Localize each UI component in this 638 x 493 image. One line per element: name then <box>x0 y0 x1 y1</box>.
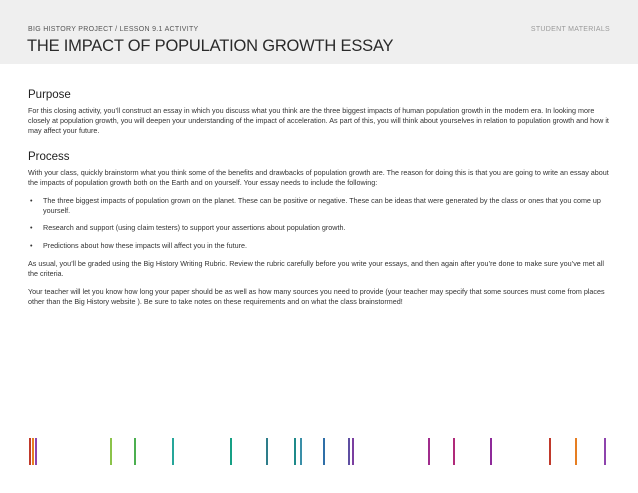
breadcrumb: BIG HISTORY PROJECT / LESSON 9.1 ACTIVITY <box>28 26 199 33</box>
page-header <box>0 0 638 64</box>
color-bar <box>323 438 325 465</box>
color-bar <box>230 438 232 465</box>
color-bar <box>575 438 577 465</box>
purpose-heading: Purpose <box>28 89 71 101</box>
list-item-text: The three biggest impacts of population grown on the planet. These can be positive or negative. These can be ideas that were generated by the class or ones that you come up yourself. <box>43 196 601 216</box>
bullet-icon: • <box>30 196 33 206</box>
color-bar <box>352 438 354 465</box>
teacher-paragraph: Your teacher will let you know how long your paper should be as well as how many sources you need to provide (your teacher may specify that some sources must come from places other than the Big History website ). Be sure to take notes on these requirements and on what the class brainstormed! <box>28 287 605 307</box>
list-item <box>28 241 612 251</box>
color-bar <box>32 438 34 465</box>
list-item <box>28 223 612 233</box>
color-bar <box>604 438 606 465</box>
color-bar <box>294 438 296 465</box>
document-body <box>28 88 612 308</box>
color-bar <box>35 438 37 465</box>
color-bar <box>266 438 268 465</box>
page-title: THE IMPACT OF POPULATION GROWTH ESSAY <box>27 37 394 55</box>
process-heading: Process <box>28 150 70 163</box>
list-item-text: Research and support (using claim testers) to support your assertions about population growth. <box>43 223 346 233</box>
color-bar <box>549 438 551 465</box>
student-materials-label: STUDENT MATERIALS <box>530 26 610 33</box>
color-bar <box>348 438 350 465</box>
color-bar <box>490 438 492 465</box>
purpose-paragraph: For this closing activity, you’ll construct an essay in which you discuss what you think are the three biggest impacts of human population growth in the modern era. In looking more closely at population growth, you will deepen your understanding of the impact of acceleration. As part of this, you will think about yourselves in relation to population growth and how it may affect your future. <box>28 106 609 136</box>
color-bar <box>172 438 174 465</box>
requirements-list <box>28 196 612 251</box>
color-bar <box>110 438 112 465</box>
color-bar <box>29 438 31 465</box>
list-item-text: Predictions about how these impacts will affect you in the future. <box>43 240 248 250</box>
bullet-icon: • <box>30 240 33 250</box>
color-bar <box>300 438 302 465</box>
color-bar <box>134 438 136 465</box>
color-bar <box>453 438 455 465</box>
rubric-paragraph: As usual, you’ll be graded using the Big History Writing Rubric. Review the rubric carefully before you write your essays, and then again after you’re done to make sure you’ve met all the criteria. <box>28 258 604 279</box>
bullet-icon: • <box>30 223 33 233</box>
process-intro: With your class, quickly brainstorm what you think some of the benefits and drawbacks of population growth are. The reason for doing this is that you are going to write an essay about the impacts of population growth both on the Earth and on yourself. Your essay needs to include the following: <box>28 167 609 187</box>
list-item <box>28 196 612 216</box>
decorative-color-bars <box>0 438 638 466</box>
color-bar <box>428 438 430 465</box>
